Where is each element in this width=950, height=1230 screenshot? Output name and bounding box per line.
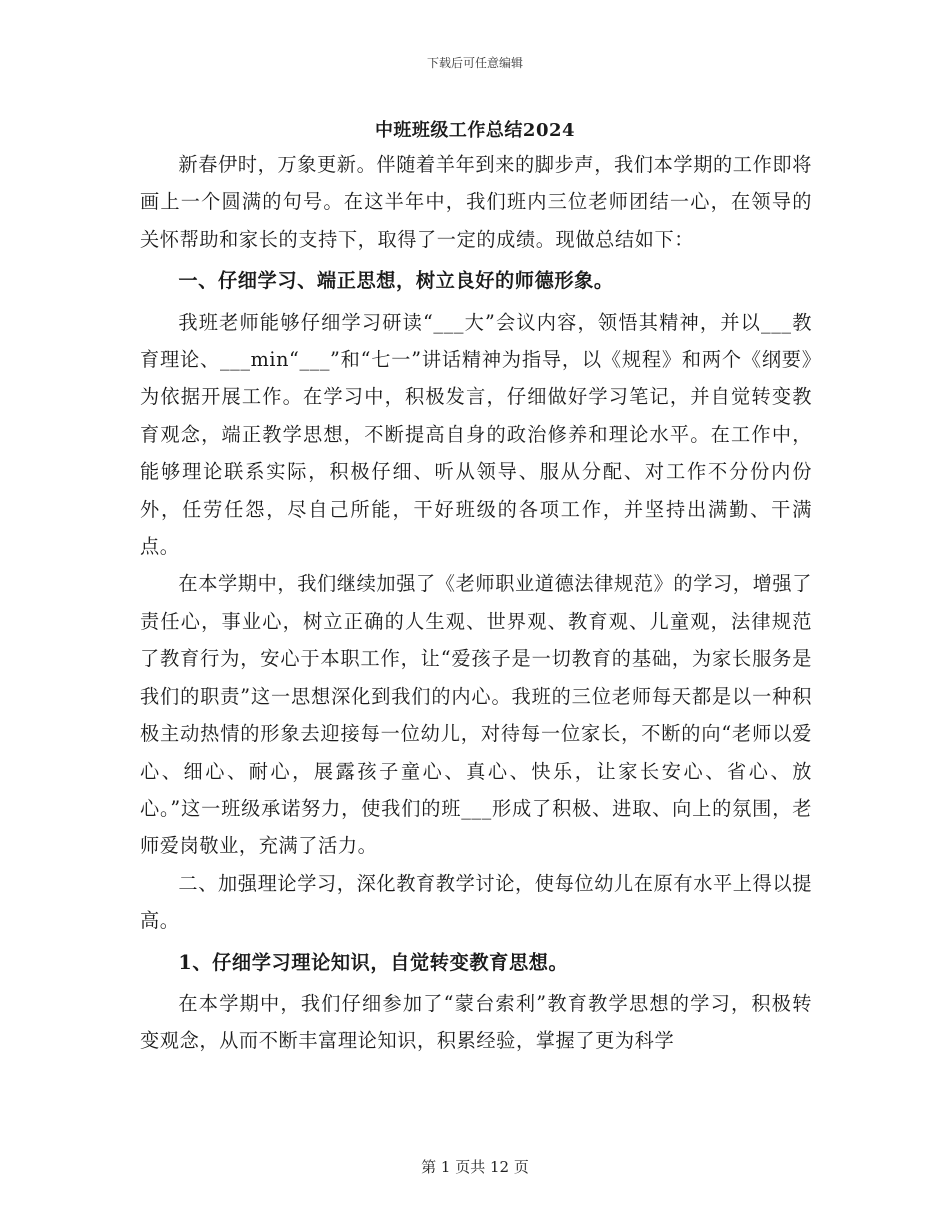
- document-title: 中班班级工作总结2024: [374, 120, 576, 141]
- subsection-heading-1: 1、仔细学习理论知识，自觉转变教育思想。: [178, 950, 569, 974]
- paragraph-study: 我班老师能够仔细学习研读“___大”会议内容，领悟其精神，并以___教育理论、___min“___”和“七一”讲话精神为指导，以《规程》和两个《纲要》为依据开展工作。在学习中，积极发言，仔细做好学习笔记，并自觉转变教育观念，端正教学思想，不断提高自身的政治修养和理论水平。在工作中，能够理论联系实际，积极仔细、听从领导、服从分配、对工作不分份内份外，任劳任怨，尽自己所能，干好班级的各项工作，并坚持出满勤、干满点。: [140, 310, 812, 559]
- page-footer: 第 1 页共 12 页: [421, 1158, 529, 1176]
- paragraph-montessori: 在本学期中，我们仔细参加了“蒙台索利”教育教学思想的学习，积极转变观念，从而不断丰富理论知识，积累经验，掌握了更为科学: [140, 991, 812, 1053]
- paragraph-ethics: 在本学期中，我们继续加强了《老师职业道德法律规范》的学习，增强了责任心，事业心，树立正确的人生观、世界观、教育观、儿童观，法律规范了教育行为，安心于本职工作，让“爱孩子是一切教育的基础，为家长服务是我们的职责”这一思想深化到我们的内心。我班的三位老师每天都是以一种积极主动热情的形象去迎接每一位幼儿，对待每一位家长，不断的向“老师以爱心、细心、耐心，展露孩子童心、真心、快乐，让家长安心、省心、放心。”这一班级承诺努力，使我们的班___形成了积极、进取、向上的氛围，老师爱岗敬业，充满了活力。: [140, 572, 812, 858]
- section-heading-1: 一、仔细学习、端正思想，树立良好的师德形象。: [178, 269, 614, 293]
- section-heading-2: 二、加强理论学习，深化教育教学讨论，使每位幼儿在原有水平上得以提高。: [140, 871, 812, 933]
- paragraph-intro: 新春伊时，万象更新。伴随着羊年到来的脚步声，我们本学期的工作即将画上一个圆满的句号。在这半年中，我们班内三位老师团结一心，在领导的关怀帮助和家长的支持下，取得了一定的成绩。现做总结如下：: [140, 153, 812, 251]
- document-body: [140, 146, 812, 1060]
- header-note: 下载后可任意编辑: [426, 56, 523, 70]
